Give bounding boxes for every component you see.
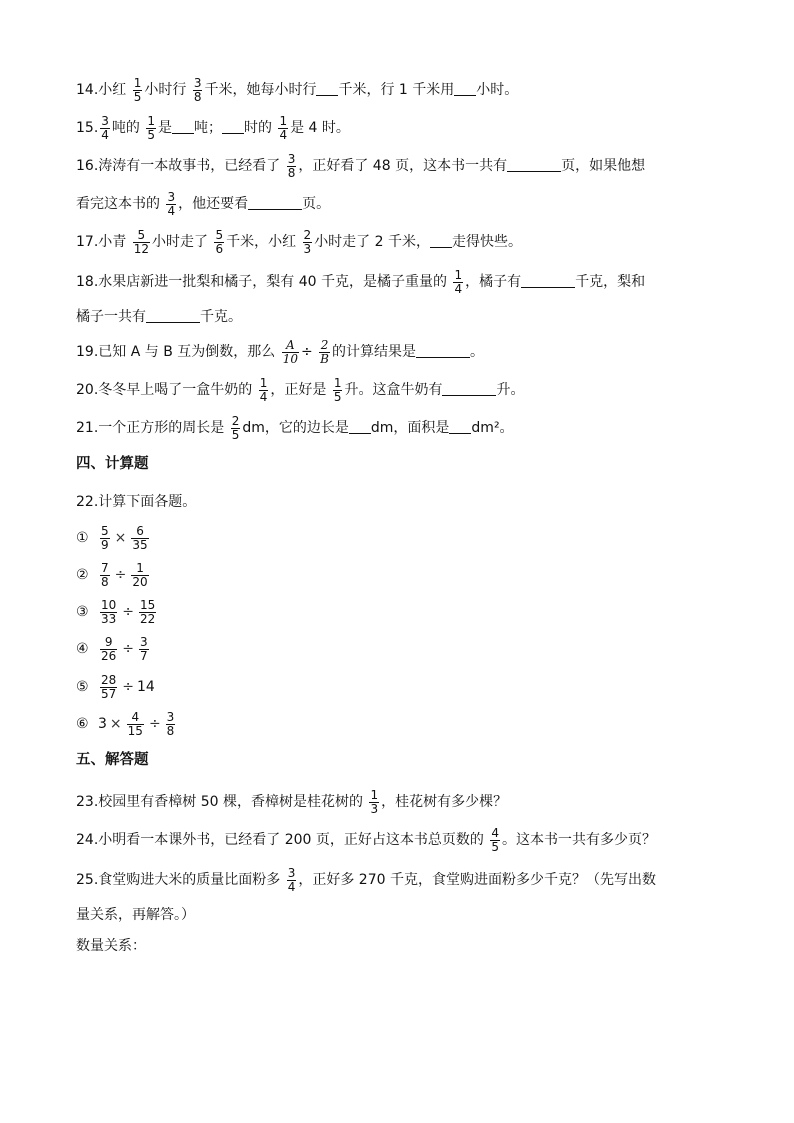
question-number: 23. [76, 794, 99, 810]
numerator: 9 [100, 636, 117, 650]
denominator: 4 [259, 389, 268, 404]
numerator: 3 [166, 709, 175, 724]
question-18 [76, 268, 645, 296]
denominator: 5 [147, 127, 155, 142]
text: dm，它的边长是 [242, 420, 349, 436]
text: 升。这盒牛奶有 [344, 382, 443, 398]
question-24 [76, 826, 656, 854]
denominator: 4 [167, 203, 176, 218]
item-marker: ④ [76, 641, 89, 657]
fraction [100, 562, 110, 589]
denominator: 4 [287, 879, 296, 894]
fraction [287, 153, 297, 180]
question-number: 20. [76, 382, 99, 398]
text: ，正好是 [270, 382, 327, 398]
text: 涛涛有一本故事书，已经看了 [98, 158, 281, 174]
numerator: 4 [491, 825, 499, 840]
fraction [139, 599, 156, 626]
denominator: 3 [303, 241, 312, 256]
answer-blank[interactable] [507, 155, 561, 172]
text: 千克，梨和 [575, 274, 646, 290]
fraction [166, 191, 176, 218]
numerator: 2 [320, 337, 329, 352]
fraction [259, 377, 269, 404]
text: 是 4 时。 [290, 120, 350, 136]
text: 小红 [98, 82, 127, 98]
number: 14 [137, 679, 155, 695]
numerator: A [282, 339, 299, 353]
question-number: 24. [76, 832, 99, 848]
question-25-cont: 量关系，再解答。） [76, 907, 195, 923]
number: 3 [98, 716, 107, 732]
fraction [490, 827, 500, 854]
denominator: 57 [101, 686, 117, 701]
denominator: 15 [127, 723, 143, 738]
text: 千克。 [200, 309, 242, 325]
fraction [453, 269, 463, 296]
numerator: 5 [101, 523, 109, 538]
numerator: 1 [279, 113, 288, 128]
text: dm，面积是 [370, 420, 450, 436]
calc-item-5 [76, 673, 155, 701]
question-25 [76, 866, 656, 894]
text: 一个正方形的周长是 [98, 420, 225, 436]
fraction [131, 562, 148, 589]
text: 已知 A 与 B 互为倒数，那么 [98, 344, 276, 360]
calc-item-4 [76, 635, 151, 663]
denominator: 33 [101, 611, 117, 626]
numerator: 15 [140, 597, 156, 612]
text: 冬冬早上喝了一盒牛奶的 [98, 382, 253, 398]
answer-blank[interactable] [442, 379, 496, 396]
question-23 [76, 788, 507, 816]
fraction [100, 525, 110, 552]
calc-item-2 [76, 561, 151, 589]
divide-sign: ÷ [300, 344, 313, 360]
answer-blank[interactable] [521, 271, 575, 288]
fraction [193, 77, 203, 104]
text: 食堂购进大米的质量比面粉多 [98, 872, 281, 888]
answer-blank[interactable] [449, 417, 471, 434]
text: 小时走了 [152, 234, 208, 250]
denominator: 22 [140, 611, 156, 626]
question-14 [76, 76, 518, 104]
fraction [287, 867, 297, 894]
denominator: 4 [454, 281, 463, 296]
section-heading-calculation: 四、计算题 [76, 456, 149, 472]
denominator: 4 [279, 127, 288, 142]
question-number: 25. [76, 872, 99, 888]
operator: × [114, 530, 127, 546]
numerator: 28 [101, 672, 117, 687]
numerator: 3 [287, 865, 296, 880]
fraction [214, 229, 224, 256]
text: 是 [158, 120, 172, 136]
calc-item-1 [76, 524, 151, 552]
answer-blank[interactable] [454, 79, 476, 96]
fraction [333, 377, 343, 404]
fraction [139, 636, 149, 663]
question-number: 14. [76, 82, 99, 98]
denominator: 12 [133, 241, 149, 256]
text: 千米，她每小时行 [204, 82, 317, 98]
denominator: 26 [101, 648, 117, 663]
text: 小明看一本课外书，已经看了 200 页，正好占这本书总页数的 [98, 832, 484, 848]
denominator: 6 [215, 241, 224, 256]
fraction [100, 636, 117, 663]
question-22-title: 22.计算下面各题。 [76, 494, 197, 510]
denominator: 35 [132, 537, 148, 552]
numerator: 1 [454, 267, 463, 282]
question-16 [76, 152, 645, 180]
denominator: 5 [133, 89, 142, 104]
text: ，正好多 270 千克，食堂购进面粉多少千克？（先写出数 [298, 872, 656, 888]
text: 看完这本书的 [76, 196, 160, 212]
operator: ÷ [122, 604, 135, 620]
question-number: 18. [76, 274, 99, 290]
denominator: 20 [132, 574, 148, 589]
text: ，桂花树有多少棵？ [381, 794, 508, 810]
answer-blank[interactable] [416, 341, 470, 358]
answer-blank[interactable] [222, 117, 244, 134]
fraction [282, 339, 299, 366]
question-number: 19. [76, 344, 99, 360]
item-marker: ⑥ [76, 716, 89, 732]
denominator: 8 [193, 89, 202, 104]
text: 千米，行 1 千米用 [338, 82, 455, 98]
denominator: 5 [231, 427, 240, 442]
numerator: 5 [133, 229, 150, 243]
numerator: 3 [101, 113, 109, 128]
text: 校园里有香樟树 50 棵，香樟树是桂花树的 [98, 794, 363, 810]
numerator: 1 [370, 787, 379, 802]
numerator: 1 [333, 375, 342, 390]
fraction [146, 115, 156, 142]
text: ，橘子有 [465, 274, 522, 290]
question-15 [76, 114, 350, 142]
quantity-relation-label: 数量关系： [76, 938, 146, 954]
question-16-cont [76, 190, 330, 218]
numerator: 3 [140, 634, 148, 649]
fraction [133, 77, 143, 104]
answer-blank[interactable] [316, 79, 338, 96]
denominator: 3 [370, 801, 379, 816]
numerator: 7 [101, 560, 109, 575]
question-number: 16. [76, 158, 99, 174]
operator: ÷ [148, 716, 161, 732]
fraction [131, 525, 148, 552]
fraction [100, 674, 117, 701]
fraction [369, 789, 379, 816]
question-20 [76, 376, 524, 404]
numerator: 2 [303, 227, 312, 242]
numerator: 1 [133, 75, 142, 90]
question-17 [76, 228, 522, 256]
numerator: 1 [259, 375, 268, 390]
operator: ÷ [122, 641, 135, 657]
text: 小时行 [144, 82, 187, 98]
denominator: 9 [101, 537, 109, 552]
fraction [319, 339, 330, 366]
answer-blank[interactable] [248, 193, 302, 210]
text: 小青 [98, 234, 127, 250]
text: 升。 [496, 382, 525, 398]
fraction [127, 711, 144, 738]
numerator: 10 [101, 597, 117, 612]
text: 小时走了 2 千米， [314, 234, 430, 250]
operator: × [109, 716, 122, 732]
item-marker: ③ [76, 604, 89, 620]
numerator: 5 [215, 227, 224, 242]
answer-blank[interactable] [430, 231, 452, 248]
denominator: 10 [282, 351, 298, 366]
text: dm²。 [471, 420, 514, 436]
calc-item-3 [76, 598, 158, 626]
item-marker: ⑤ [76, 679, 89, 695]
denominator: 8 [166, 723, 175, 738]
question-18-cont [76, 303, 242, 331]
text: 的计算结果是 [332, 344, 416, 360]
text: ，正好看了 48 页，这本书一共有 [298, 158, 508, 174]
fraction [133, 229, 150, 256]
calc-item-6 [76, 710, 177, 738]
fraction [278, 115, 288, 142]
item-marker: ① [76, 530, 89, 546]
text: 走得快些。 [452, 234, 522, 250]
denominator: 8 [287, 165, 296, 180]
text: 。这本书一共有多少页？ [501, 832, 656, 848]
numerator: 1 [131, 562, 148, 576]
question-number: 15. [76, 120, 99, 136]
denominator: 5 [491, 839, 499, 854]
denominator: 5 [333, 389, 342, 404]
numerator: 2 [231, 413, 240, 428]
fraction [100, 115, 110, 142]
numerator: 4 [127, 711, 144, 725]
answer-blank[interactable] [172, 117, 194, 134]
question-number: 17. [76, 234, 99, 250]
operator: ÷ [122, 679, 135, 695]
text: 吨的 [111, 120, 140, 136]
fraction [231, 415, 241, 442]
denominator: 4 [101, 127, 109, 142]
item-marker: ② [76, 567, 89, 583]
text: 吨； [194, 120, 222, 136]
text: 橘子一共有 [76, 309, 146, 325]
text: 小时。 [476, 82, 519, 98]
denominator: B [320, 351, 329, 366]
operator: ÷ [114, 567, 127, 583]
section-heading-word-problems: 五、解答题 [76, 752, 149, 768]
text: 。 [470, 344, 484, 360]
fraction [303, 229, 313, 256]
text: 时的 [244, 120, 272, 136]
numerator: 3 [287, 151, 296, 166]
denominator: 7 [140, 648, 148, 663]
numerator: 6 [131, 525, 148, 539]
text: ，他还要看 [178, 196, 249, 212]
fraction [100, 599, 117, 626]
answer-blank[interactable] [146, 306, 200, 323]
fraction [166, 711, 176, 738]
text: 页。 [302, 196, 331, 212]
denominator: 8 [101, 574, 109, 589]
text: 页，如果他想 [561, 158, 646, 174]
numerator: 3 [193, 75, 202, 90]
question-number: 21. [76, 420, 99, 436]
numerator: 3 [167, 189, 176, 204]
text: 水果店新进一批梨和橘子，梨有 40 千克，是橘子重量的 [98, 274, 447, 290]
question-19 [76, 338, 484, 366]
answer-blank[interactable] [349, 417, 371, 434]
question-21 [76, 414, 514, 442]
text: 千米，小红 [226, 234, 297, 250]
numerator: 1 [147, 113, 155, 128]
